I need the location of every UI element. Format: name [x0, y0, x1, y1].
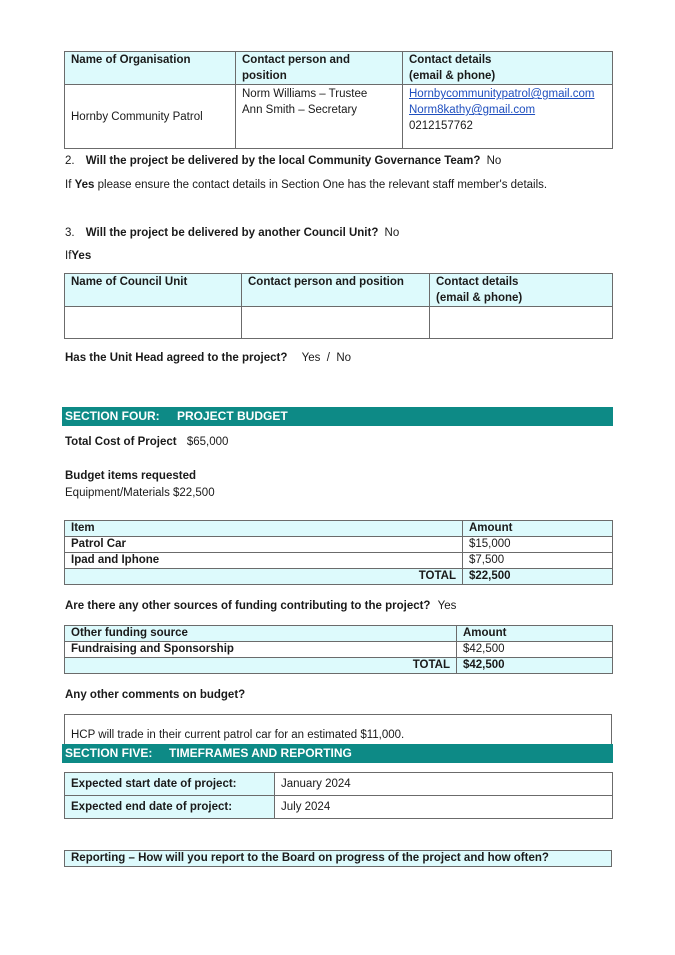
- section-five-number: SECTION FIVE:: [65, 746, 153, 760]
- council-details-header-line2: (email & phone): [436, 292, 523, 304]
- question-2: [65, 155, 501, 167]
- total-value: $22,500: [463, 569, 613, 585]
- reporting-table: [64, 850, 612, 867]
- start-date-value[interactable]: January 2024: [275, 773, 613, 796]
- table-row: [65, 537, 613, 553]
- question-3-if-bold: Yes: [71, 250, 92, 262]
- total-row: [65, 569, 613, 585]
- item-header: Item: [65, 521, 463, 537]
- question-2-note: [65, 179, 547, 191]
- start-date-label: Expected start date of project:: [65, 773, 275, 796]
- comments-text: HCP will trade in their current patrol car for an estimated $11,000.: [71, 729, 405, 741]
- contact-person-2: Ann Smith – Secretary: [242, 104, 358, 116]
- total-cost-value: $65,000: [186, 436, 229, 448]
- question-2-note-prefix: If: [65, 179, 72, 191]
- funding-amount: $42,500: [457, 642, 613, 658]
- org-name-cell: Hornby Community Patrol: [65, 85, 236, 149]
- table-row: [65, 553, 613, 569]
- table-row: [65, 642, 613, 658]
- question-3-if: [65, 250, 91, 262]
- contact-person-1: Norm Williams – Trustee: [242, 88, 368, 100]
- item-name: Ipad and Iphone: [65, 553, 463, 569]
- question-2-note-bold: Yes: [74, 179, 95, 191]
- council-details-header: [430, 274, 613, 307]
- item-amount: $15,000: [463, 537, 613, 553]
- funding-table: [64, 625, 613, 674]
- funding-total-label: TOTAL: [65, 658, 457, 674]
- contact-persons-cell: [236, 85, 403, 149]
- contact-details-header-line2: (email & phone): [409, 70, 496, 82]
- item-amount: $7,500: [463, 553, 613, 569]
- funding-total-value: $42,500: [457, 658, 613, 674]
- question-2-answer: No: [486, 155, 502, 167]
- section-five-header: [62, 744, 613, 763]
- contact-details-header: [403, 52, 613, 85]
- total-row: [65, 658, 613, 674]
- org-name-header: Name of Organisation: [65, 52, 236, 85]
- unit-head-text: Has the Unit Head agreed to the project?: [65, 352, 288, 364]
- unit-head-options: Yes / No: [301, 352, 352, 364]
- funding-source-header: Other funding source: [65, 626, 457, 642]
- other-funding-question: [65, 600, 456, 612]
- contact-details-header-line1: Contact details: [409, 54, 492, 66]
- phone-number: 0212157762: [409, 120, 473, 132]
- amount-header: Amount: [463, 521, 613, 537]
- question-3-answer: No: [384, 227, 400, 239]
- total-cost: [65, 436, 228, 448]
- total-label: TOTAL: [65, 569, 463, 585]
- section-four-header: [62, 407, 613, 426]
- budget-items-heading: Budget items requested: [65, 470, 196, 482]
- question-3: [65, 227, 399, 239]
- council-details-input[interactable]: [430, 307, 613, 339]
- email-link-2[interactable]: Norm8kathy@gmail.com: [409, 104, 536, 116]
- council-unit-input[interactable]: [65, 307, 242, 339]
- end-date-label: Expected end date of project:: [65, 796, 275, 819]
- total-cost-label: Total Cost of Project: [65, 436, 177, 448]
- section-five-title: TIMEFRAMES AND REPORTING: [169, 746, 352, 760]
- council-contact-input[interactable]: [242, 307, 430, 339]
- council-unit-table: [64, 273, 613, 339]
- other-funding-text: Are there any other sources of funding contributing to the project?: [65, 600, 431, 612]
- question-2-note-rest: please ensure the contact details in Section One has the relevant staff member's details.: [97, 179, 548, 191]
- funding-source: Fundraising and Sponsorship: [65, 642, 457, 658]
- contact-person-header: Contact person and position: [236, 52, 403, 85]
- other-funding-answer: Yes: [437, 600, 457, 612]
- council-unit-header: Name of Council Unit: [65, 274, 242, 307]
- section-four-number: SECTION FOUR:: [65, 409, 160, 423]
- funding-amount-header: Amount: [457, 626, 613, 642]
- dates-table: [64, 772, 613, 819]
- question-3-if-prefix: If: [65, 250, 72, 262]
- question-3-number: 3.: [65, 227, 75, 239]
- council-contact-header: Contact person and position: [242, 274, 430, 307]
- organisation-table: [64, 51, 613, 149]
- comments-heading: Any other comments on budget?: [65, 689, 246, 701]
- question-2-text: Will the project be delivered by the local Community Governance Team?: [85, 155, 481, 167]
- comments-box[interactable]: [64, 714, 612, 745]
- item-name: Patrol Car: [65, 537, 463, 553]
- email-link-1[interactable]: Hornbycommunitypatrol@gmail.com: [409, 88, 595, 100]
- budget-items-line: Equipment/Materials $22,500: [65, 487, 215, 499]
- question-2-number: 2.: [65, 155, 75, 167]
- unit-head-question: [65, 352, 351, 364]
- end-date-value[interactable]: July 2024: [275, 796, 613, 819]
- reporting-label: Reporting – How will you report to the Board on progress of the project and how often?: [65, 851, 612, 867]
- question-3-text: Will the project be delivered by another Council Unit?: [85, 227, 379, 239]
- contact-details-cell: [403, 85, 613, 149]
- budget-items-table: [64, 520, 613, 585]
- council-details-header-line1: Contact details: [436, 276, 519, 288]
- section-four-title: PROJECT BUDGET: [177, 409, 288, 423]
